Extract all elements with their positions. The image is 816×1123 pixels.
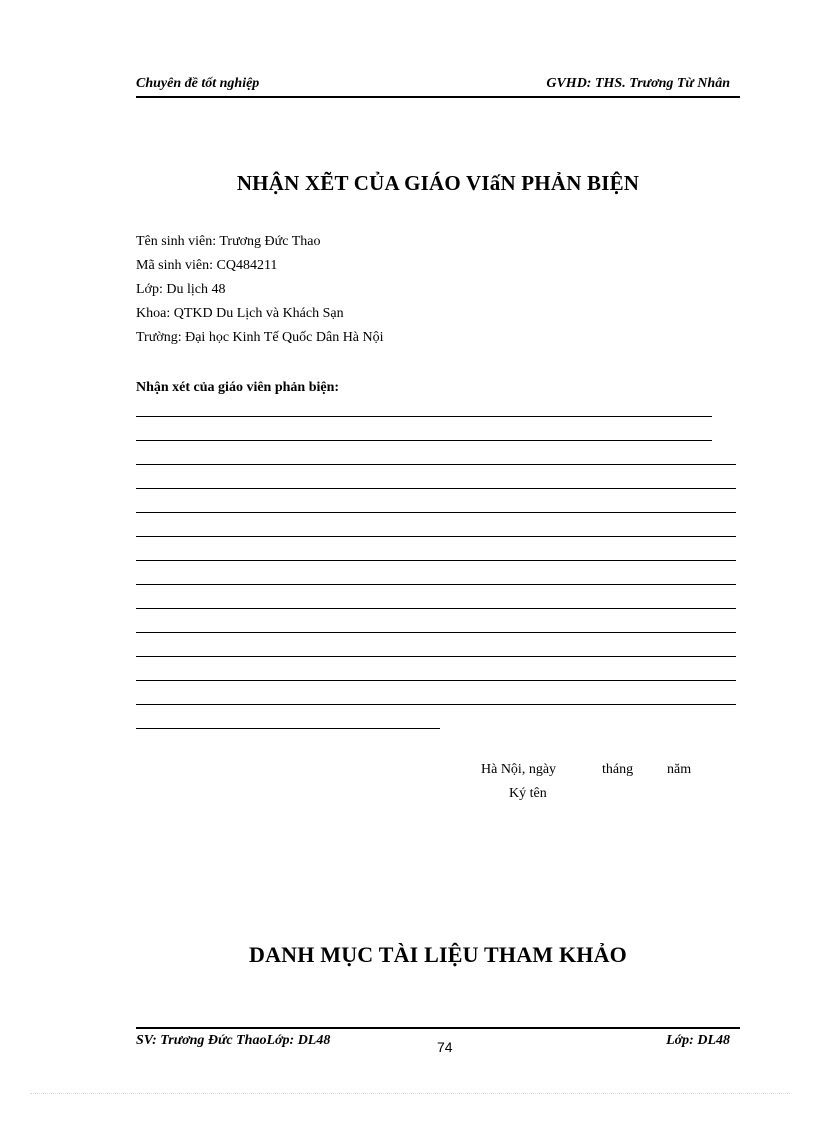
comment-line [136, 680, 736, 681]
comment-line [136, 512, 736, 513]
comment-line [136, 632, 736, 633]
header-rule [136, 96, 740, 98]
comment-line [136, 464, 736, 465]
comment-line [136, 536, 736, 537]
comment-line [136, 416, 712, 417]
page-edge-divider [30, 1093, 790, 1094]
student-class: Lớp: Du lịch 48 [136, 282, 226, 297]
comment-line [136, 560, 736, 561]
student-info [136, 234, 384, 354]
comment-line [136, 608, 736, 609]
signature-sign: Ký tên [509, 786, 547, 801]
comment-line [136, 584, 736, 585]
header-left: Chuyên đề tốt nghiệp [136, 76, 260, 91]
comment-line [136, 440, 712, 441]
footer-left: SV: Trương Đức ThaoLớp: DL48 [136, 1033, 331, 1048]
student-name: Tên sinh viên: Trương Đức Thao [136, 234, 321, 249]
student-university: Trường: Đại học Kinh Tế Quốc Dân Hà Nội [136, 330, 384, 345]
page-number: 74 [437, 1039, 453, 1055]
page-title: NHẬN XẼT CỦA GIÁO VIấN PHẢN BIỆN [236, 171, 640, 195]
footer-rule [136, 1027, 740, 1029]
comment-line [136, 728, 440, 729]
comment-line [136, 656, 736, 657]
signature-date: Hà Nội, ngày [481, 762, 557, 777]
comment-line [136, 704, 736, 705]
header-right: GVHD: THS. Trương Từ Nhân [546, 76, 730, 91]
student-faculty: Khoa: QTKD Du Lịch và Khách Sạn [136, 306, 344, 321]
comment-label: Nhận xét của giáo viên phản biện: [136, 380, 340, 395]
comment-line [136, 488, 736, 489]
signature-month: tháng [602, 762, 634, 777]
signature-year: năm [667, 762, 692, 777]
footer-right: Lớp: DL48 [666, 1033, 730, 1048]
student-id: Mã sinh viên: CQ484211 [136, 258, 278, 273]
references-title: DANH MỤC TÀI LIỆU THAM KHẢO [248, 942, 627, 967]
